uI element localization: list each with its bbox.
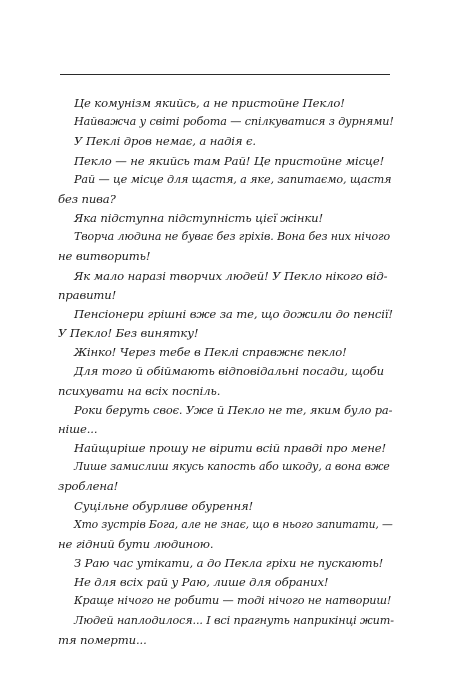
text-line: Жінко! Через тебе в Пеклі справжнє пекло!: [74, 345, 347, 359]
text-line: Рай — це місце для щастя, а яке, запитаємо, щастя: [74, 173, 392, 186]
text-line: Пекло — не якийсь там Рай! Це пристойне місце!: [74, 154, 385, 168]
text-line: Яка підступна підступність цієї жінки!: [74, 211, 324, 225]
text-line: Краще нічого не робити — тоді нічого не натвориш!: [74, 594, 392, 607]
text-line: Людей наплодилося... І всі прагнуть наприкінці жит-: [74, 614, 394, 627]
text-line: Хто зустрів Бога, але не знає, що в нього запитати, —: [74, 518, 393, 531]
text-line: Не для всіх рай у Раю, лише для обраних!: [74, 575, 329, 589]
text-line: У Пекло! Без винятку!: [58, 326, 199, 340]
text-line: Лише замислиш якусь капость або шкоду, а вона вже: [74, 460, 390, 473]
text-line: У Пеклі дров немає, а надія є.: [74, 134, 256, 148]
text-line: Як мало наразі творчих людей! У Пекло нікого від-: [74, 269, 388, 283]
top-rule: [60, 74, 390, 75]
text-line: Творча людина не буває без гріхів. Вона без них нічого: [74, 230, 390, 243]
text-line: З Раю час утікати, а до Пекла гріхи не пускають!: [74, 556, 384, 570]
text-line: не гідний бути людиною.: [58, 537, 214, 551]
text-line: Роки беруть своє. Уже й Пекло не те, яким було ра-: [74, 403, 393, 417]
text-line: Пенсіонери грішні вже за те, що дожили до пенсії!: [74, 307, 393, 321]
text-line: Суцільне обурливе обурення!: [74, 499, 254, 513]
text-line: не витворить!: [58, 249, 151, 263]
text-line: Найважча у світі робота — спілкуватися з дурнями!: [74, 115, 394, 128]
text-line: психувати на всіх поспіль.: [58, 384, 221, 398]
text-line: Найщиріше прошу не вірити всій правді про мене!: [74, 441, 387, 455]
text-line: ніше...: [58, 422, 98, 436]
text-line: правити!: [58, 288, 117, 302]
text-line: без пива?: [58, 192, 116, 206]
text-line: Це комунізм якийсь, а не пристойне Пекло!: [74, 96, 345, 110]
text-line: Для того й обіймають відповідальні посади, щоби: [74, 364, 384, 378]
text-line: зроблена!: [58, 479, 119, 493]
text-line: тя померти...: [58, 633, 147, 647]
